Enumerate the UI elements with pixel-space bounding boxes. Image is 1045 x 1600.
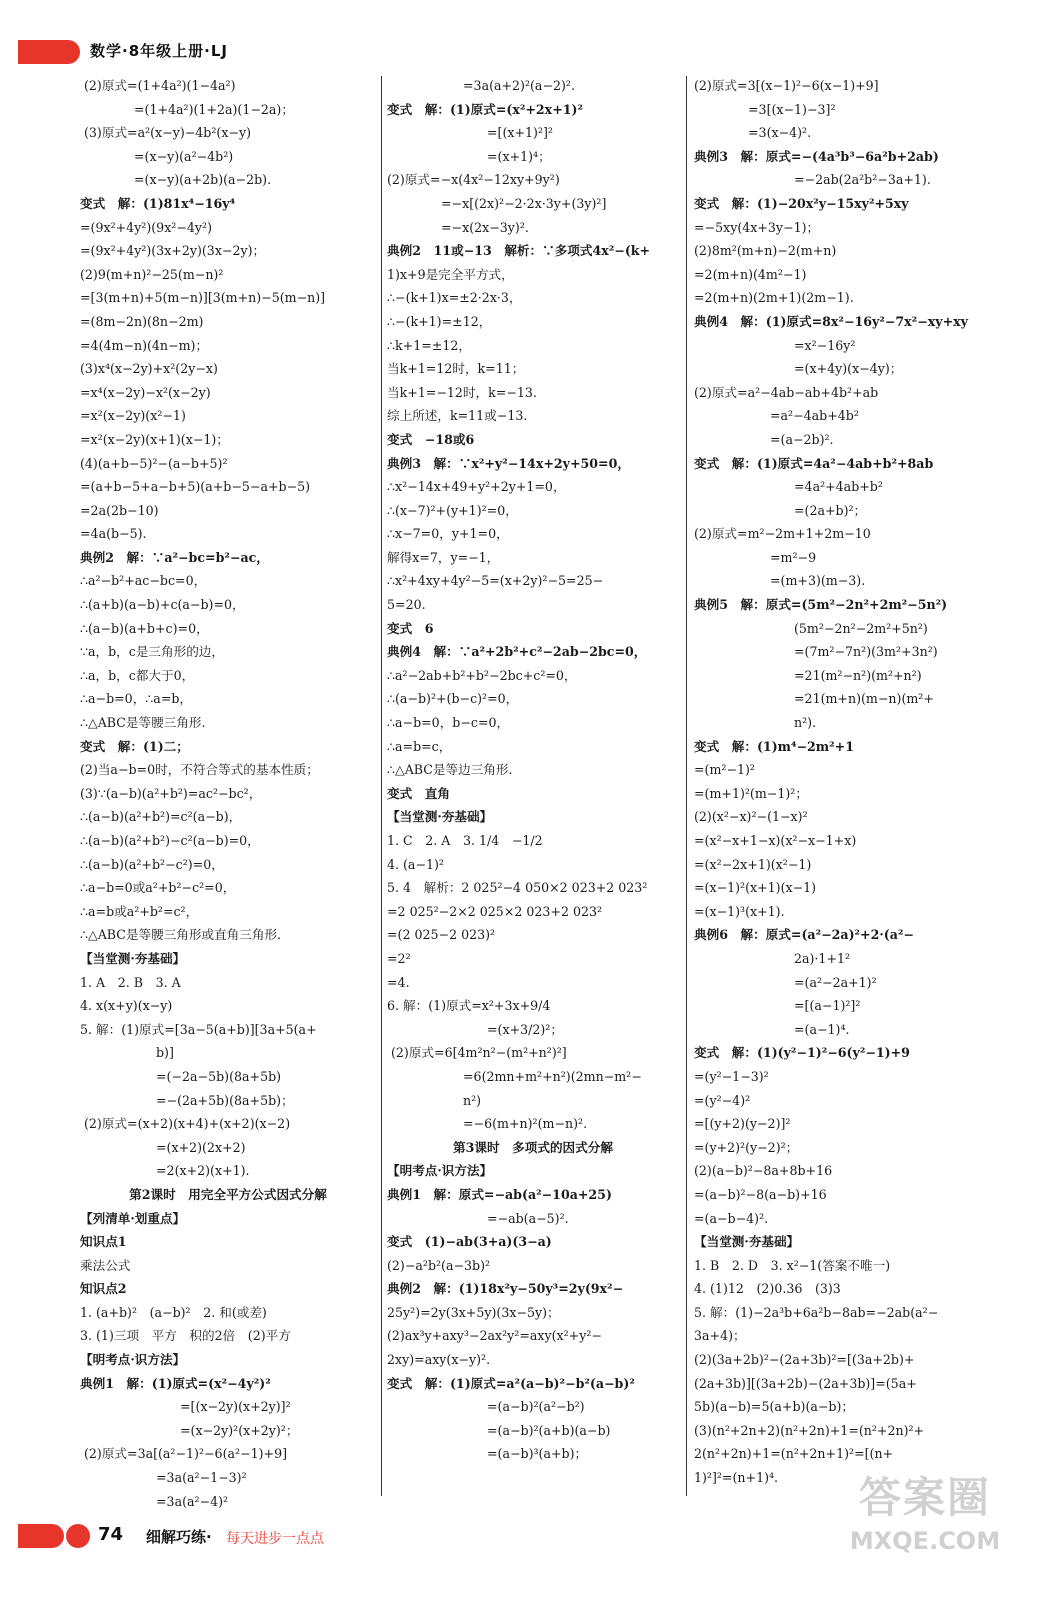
answer-line: ∵a，b，c是三角形的边， <box>80 644 224 660</box>
answer-line: ∴x²+4xy+4y²−5=(x+2y)²−5=25− <box>387 573 604 589</box>
answer-line: ∴a²−2ab+b²+b²−2bc+c²=0， <box>387 667 577 683</box>
answer-line: 典例2 解：(1)18x²y−50y³=2y(9x²− <box>387 1281 624 1297</box>
answer-line: =(m+3)(m−3). <box>770 573 866 589</box>
answer-line: 典例3 解：∵x²+y²−14x+2y+50=0， <box>387 455 630 471</box>
answer-line: =(a−b)³(a+b)； <box>487 1446 588 1462</box>
answer-line: =(a−b)²(a²−b²) <box>487 1399 585 1415</box>
answer-line: 变式 6 <box>387 620 434 636</box>
answer-line: 知识点1 <box>80 1234 127 1250</box>
answer-line: 乘法公式 <box>80 1257 131 1273</box>
answer-line: =(m²−1)² <box>694 762 755 778</box>
answer-line: ∴−(k+1)=±12， <box>387 313 492 329</box>
column-right <box>694 74 1006 1524</box>
answer-line: =[(y+2)(y−2)]² <box>694 1116 791 1132</box>
answer-line: 综上所述，k=11或−13. <box>387 408 528 424</box>
answer-line: =(7m²−7n²)(3m²+3n²) <box>794 644 938 660</box>
answer-line: =(x+3/2)²； <box>487 1021 563 1037</box>
answer-line: 1. C 2. A 3. 1/4 −1/2 <box>387 833 543 848</box>
answer-line: =[(a−1)²]² <box>794 998 861 1014</box>
answer-line: (4)(a+b−5)²−(a−b+5)² <box>80 455 228 471</box>
answer-line: =(2 025−2 023)² <box>387 927 496 943</box>
answer-line: =4a²+4ab+b² <box>794 479 883 495</box>
answer-line: 变式 (1)−ab(3+a)(3−a) <box>387 1234 552 1250</box>
answer-line: ∴(a−b)(a²+b²)−c²(a−b)=0， <box>80 833 260 848</box>
answer-line: (2)ax³y+axy³−2ax²y²=axy(x²+y²− <box>387 1328 602 1344</box>
answer-line: 3a+4)； <box>694 1328 746 1344</box>
answer-line: ∴a，b，c都大于0， <box>80 667 195 683</box>
answer-line: 2a)·1+1² <box>794 950 851 966</box>
answer-line: 变式 解：(1)原式=a²(a−b)²−b²(a−b)² <box>387 1375 635 1391</box>
answer-line: (2a+3b)][(3a+2b)−(2a+3b)]=(5a+ <box>694 1375 917 1391</box>
page-number: 74 <box>98 1524 124 1545</box>
answer-line: =2(m+n)(4m²−1) <box>694 266 807 282</box>
answer-line: =4(4m−n)(4n−m)； <box>80 337 209 353</box>
answer-line: 当k+1=−12时，k=−13. <box>387 384 537 400</box>
answer-line: =x²(x−2y)(x²−1) <box>80 408 186 424</box>
answer-line: 典例6 解：原式=(a²−2a)²+2·(a²− <box>694 927 914 943</box>
answer-line: =(a−1)⁴. <box>794 1021 850 1037</box>
answer-line: 4. x(x+y)(x−y) <box>80 998 173 1014</box>
answer-line: 4. (1)12 (2)0.36 (3)3 <box>694 1281 841 1297</box>
answer-line: =(y²−4)² <box>694 1092 751 1108</box>
answer-line: ∴(a+b)(a−b)+c(a−b)=0， <box>80 597 245 613</box>
answer-line: 变式 解：(1)原式=4a²−4ab+b²+8ab <box>694 455 934 471</box>
answer-line: 1. (a+b)² (a−b)² 2. 和(或差) <box>80 1304 267 1320</box>
answer-line: (2)原式=(x+2)(x+4)+(x+2)(x−2) <box>84 1116 291 1132</box>
watermark-logo <box>835 1470 1015 1570</box>
answer-line: (5m²−2n²−2m²+5n²) <box>794 620 928 636</box>
answer-line: =x²−16y² <box>794 337 856 353</box>
answer-line: 【明考点·识方法】 <box>80 1352 186 1368</box>
page-header <box>0 0 1045 70</box>
answer-line: 2xy)=axy(x−y)². <box>387 1352 491 1368</box>
answer-line: n²). <box>794 715 817 731</box>
answer-line: =x⁴(x−2y)−x²(x−2y) <box>80 384 211 400</box>
answer-line: 6. 解：(1)原式=x²+3x+9/4 <box>387 998 551 1014</box>
answer-line: 变式 解：(1)m⁴−2m²+1 <box>694 738 854 754</box>
answer-line: (2)原式=3[(x−1)²−6(x−1)+9] <box>694 78 879 93</box>
answer-line: 5. 解：(1)原式=[3a−5(a+b)][3a+5(a+ <box>80 1021 317 1037</box>
answer-line: =a²−4ab+4b² <box>770 408 859 424</box>
answer-line: 变式 解：(1)原式=(x²+2x+1)² <box>387 101 583 117</box>
answer-line: (3)(n²+2n+2)(n²+2n)+1=(n²+2n)²+ <box>694 1422 925 1438</box>
header-title: 数学·8年级上册·LJ <box>90 42 228 60</box>
answer-line: ∴a=b或a²+b²=c²， <box>80 903 199 919</box>
answer-line: 【明考点·识方法】 <box>387 1163 493 1179</box>
answer-line: =3[(x−1)−3]² <box>748 101 836 117</box>
answer-line: b)] <box>156 1045 174 1061</box>
answer-line: =(a−b)²−8(a−b)+16 <box>694 1186 827 1202</box>
answer-line: 5b)(a−b)=5(a+b)(a−b)； <box>694 1399 854 1415</box>
answer-line: =(x²−2x+1)(x²−1) <box>694 856 812 872</box>
answer-line: =−(2a+5b)(8a+5b)； <box>156 1092 294 1108</box>
watermark-url: MXQE.COM <box>849 1527 1001 1555</box>
answer-line: 典例1 解：原式=−ab(a²−10a+25) <box>387 1186 612 1202</box>
answer-line: 变式 直角 <box>387 785 450 801</box>
answer-line: =−5xy(4x+3y−1)； <box>694 219 820 235</box>
column-middle <box>387 74 679 1524</box>
answer-line: =4. <box>387 974 410 990</box>
answer-line: =(x+4y)(x−4y)； <box>794 361 903 377</box>
answer-line: =(x²−x+1−x)(x²−x−1+x) <box>694 833 857 848</box>
column-left <box>80 74 376 1524</box>
answer-line: =(x−1)²(x+1)(x−1) <box>694 880 817 896</box>
answer-line: =(x+1)⁴； <box>487 148 551 164</box>
answer-line: =(a−b)²(a+b)(a−b) <box>487 1422 611 1438</box>
answer-line: ∴x−7=0，y+1=0， <box>387 526 509 542</box>
answer-line: 1)²]²=(n+1)⁴. <box>694 1470 779 1486</box>
answer-line: ∴a²−b²+ac−bc=0， <box>80 573 207 589</box>
answer-line: =(x−y)(a²−4b²) <box>134 148 234 164</box>
answer-line: =[(x+1)²]² <box>487 125 553 141</box>
answer-line: (3)∵(a−b)(a²+b²)=ac²−bc²， <box>80 785 262 801</box>
answer-line: ∴k+1=±12， <box>387 337 471 353</box>
answer-line: =(x−1)³(x+1). <box>694 903 785 919</box>
answer-line: ∴−(k+1)x=±2·2x·3， <box>387 290 522 306</box>
answer-line: =2 025²−2×2 025×2 023+2 023² <box>387 903 603 919</box>
answer-line: 解得x=7，y=−1， <box>387 549 500 565</box>
footer-accent-dot <box>66 1524 90 1548</box>
answer-line: ∴(a−b)²+(b−c)²=0， <box>387 691 519 707</box>
answer-line: 典例2 解：∵a²−bc=b²−ac， <box>80 549 269 565</box>
answer-line: =2a(2b−10) <box>80 502 159 518</box>
answer-line: =2² <box>387 950 411 966</box>
answer-line: =6(2mn+m²+n²)(2mn−m²− <box>463 1068 642 1084</box>
answer-line: 知识点2 <box>80 1281 127 1297</box>
answer-line: (2)(x²−x)²−(1−x)² <box>694 809 808 825</box>
answer-line: 1. A 2. B 3. A <box>80 974 181 990</box>
answer-line: =(a−b−4)². <box>694 1210 769 1226</box>
answer-line: 【当堂测·夯基础】 <box>694 1234 800 1250</box>
answer-line: (2)9(m+n)²−25(m−n)² <box>80 266 224 282</box>
answer-line: =−2ab(2a²b²−3a+1). <box>794 172 931 188</box>
answer-line: =(x−2y)²(x+2y)²； <box>180 1422 299 1438</box>
answer-line: 【当堂测·夯基础】 <box>387 809 493 825</box>
answer-line: 典例1 解：(1)原式=(x²−4y²)² <box>80 1375 271 1391</box>
answer-line: ∴(a−b)(a+b+c)=0， <box>80 620 209 636</box>
answer-line: ∴a=b=c， <box>387 738 452 754</box>
answer-line: 变式 解：(1)−20x²y−15xy²+5xy <box>694 195 909 211</box>
answer-line: 1. B 2. D 3. x²−1(答案不唯一) <box>694 1257 891 1273</box>
answer-line: ∴a−b=0，∴a=b， <box>80 691 193 707</box>
answer-line: =(2a+b)²； <box>794 502 867 518</box>
answer-line: ∴(x−7)²+(y+1)²=0， <box>387 502 518 518</box>
answer-line: (2)原式=a²−4ab−ab+4b²+ab <box>694 384 879 400</box>
answer-line: =(y+2)²(y−2)²； <box>694 1139 799 1155</box>
answer-line: (3)x⁴(x−2y)+x²(2y−x) <box>80 361 218 377</box>
answer-line: 典例5 解：原式=(5m²−2n²+2m²−5n²) <box>694 597 948 613</box>
answer-line: ∴△ABC是等腰三角形. <box>80 715 206 731</box>
answer-line: 5=20. <box>387 597 426 613</box>
answer-line: =(9x²+4y²)(9x²−4y²) <box>80 219 212 235</box>
answer-line: 典例3 解：原式=−(4a³b³−6a²b+2ab) <box>694 148 939 164</box>
answer-line: ∴a−b=0，b−c=0， <box>387 715 510 731</box>
answer-line: 5. 解：(1)−2a³b+6a²b−8ab=−2ab(a²− <box>694 1304 939 1320</box>
answer-line: 变式 解：(1)(y²−1)²−6(y²−1)+9 <box>694 1045 910 1061</box>
answer-line: =(1+4a²)(1+2a)(1−2a)； <box>134 101 294 117</box>
answer-line: ∴(a−b)(a²+b²)=c²(a−b)， <box>80 809 242 825</box>
answer-line: 变式 解：(1)81x⁴−16y⁴ <box>80 195 236 211</box>
answer-line: =21(m+n)(m−n)(m²+ <box>794 691 934 707</box>
answer-line: 【列清单·划重点】 <box>80 1210 186 1226</box>
answer-line: 变式 −18或6 <box>387 431 475 447</box>
answer-line: =3a(a²−1−3)² <box>156 1470 247 1486</box>
answer-line: =−6(m+n)²(m−n)². <box>463 1116 588 1132</box>
answer-line: 典例4 解：∵a²+2b²+c²−2ab−2bc=0， <box>387 644 647 660</box>
answer-line: (3)原式=a²(x−y)−4b²(x−y) <box>84 125 252 141</box>
answer-line: =(a²−2a+1)² <box>794 974 877 990</box>
answer-line: =(m+1)²(m−1)²； <box>694 785 808 801</box>
answer-line: =−x(2x−3y)². <box>441 219 529 235</box>
column-divider <box>381 76 382 1496</box>
answer-line: =(9x²+4y²)(3x+2y)(3x−2y)； <box>80 243 266 259</box>
answer-line: 变式 解：(1)二； <box>80 738 189 754</box>
answer-line: (2)原式=m²−2m+1+2m−10 <box>694 526 871 542</box>
answer-line: 5. 4 解析：2 025²−4 050×2 023+2 023² <box>387 880 648 896</box>
answer-line: (2)原式=6[4m²n²−(m²+n²)²] <box>391 1045 567 1061</box>
answer-line: =−x[(2x)²−2·2x·3y+(3y)²] <box>441 195 607 211</box>
answer-line: 第3课时 多项式的因式分解 <box>453 1139 613 1155</box>
answer-line: =2(m+n)(2m+1)(2m−1). <box>694 290 854 306</box>
answer-line: =4a(b−5). <box>80 526 147 542</box>
answer-line: =2(x+2)(x+1). <box>156 1163 250 1179</box>
answer-line: =(a+b−5+a−b+5)(a+b−5−a+b−5) <box>80 479 311 495</box>
answer-line: ∴(a−b)(a²+b²−c²)=0， <box>80 856 224 872</box>
column-divider <box>686 76 687 1496</box>
answer-line: 3. (1)三项 平方 积的2倍 (2)平方 <box>80 1328 291 1344</box>
footer-accent-bar <box>18 1524 64 1548</box>
footer-brand: 细解巧练· <box>146 1528 212 1546</box>
answer-line: 4. (a−1)² <box>387 856 444 872</box>
answer-line: (2)原式=−x(4x²−12xy+9y²) <box>387 172 560 188</box>
answer-line: n²) <box>463 1092 482 1108</box>
answer-line: =3a(a²−4)² <box>156 1493 229 1509</box>
answer-line: 第2课时 用完全平方公式因式分解 <box>129 1186 327 1202</box>
answer-line: (2)(3a+2b)²−(2a+3b)²=[(3a+2b)+ <box>694 1352 915 1368</box>
watermark-title: 答案圈 <box>858 1473 991 1522</box>
answer-line: =(x+2)(2x+2) <box>156 1139 246 1155</box>
answer-line: =(y²−1−3)² <box>694 1068 769 1084</box>
header-accent-bar <box>18 40 80 64</box>
answer-line: ∴a−b=0或a²+b²−c²=0， <box>80 880 236 896</box>
answer-line: =(8m−2n)(8n−2m) <box>80 313 204 329</box>
answer-line: =(−2a−5b)(8a+5b) <box>156 1068 282 1084</box>
answer-line: (2)原式=(1+4a²)(1−4a²) <box>84 78 236 93</box>
answer-line: 典例2 11或−13 解析：∵多项式4x²−(k+ <box>387 243 651 259</box>
answer-line: 1)x+9是完全平方式， <box>387 266 514 282</box>
answer-line: 典例4 解：(1)原式=8x²−16y²−7x²−xy+xy <box>694 313 968 329</box>
answer-line: ∴x²−14x+49+y²+2y+1=0， <box>387 479 566 495</box>
answer-line: =x²(x−2y)(x+1)(x−1)； <box>80 431 229 447</box>
answer-line: (2)(a−b)²−8a+8b+16 <box>694 1163 833 1179</box>
answer-line: 25y²)=2y(3x+5y)(3x−5y)； <box>387 1304 560 1320</box>
answer-line: =[3(m+n)+5(m−n)][3(m+n)−5(m−n)] <box>80 290 326 306</box>
answer-line: (2)原式=3a[(a²−1)²−6(a²−1)+9] <box>84 1446 288 1462</box>
answer-line: (2)当a−b=0时，不符合等式的基本性质； <box>80 762 319 778</box>
answer-line: 当k+1=12时，k=11； <box>387 361 525 377</box>
answer-line: 2(n²+2n)+1=(n²+2n+1)²=[(n+ <box>694 1446 894 1462</box>
answer-line: 【当堂测·夯基础】 <box>80 950 186 966</box>
answer-line: =21(m²−n²)(m²+n²) <box>794 667 922 683</box>
answer-line: =(a−2b)². <box>770 431 834 447</box>
answer-line: ∴△ABC是等边三角形. <box>387 762 513 778</box>
answer-line: (2)−a²b²(a−3b)² <box>387 1257 491 1273</box>
answer-line: =−ab(a−5)². <box>487 1210 569 1226</box>
answer-line: =(x−y)(a+2b)(a−2b). <box>134 172 272 188</box>
answer-line: ∴△ABC是等腰三角形或直角三角形. <box>80 927 282 943</box>
answer-line: =3(x−4)². <box>748 125 812 141</box>
answer-line: =m²−9 <box>770 549 817 565</box>
answer-line: =[(x−2y)(x+2y)]² <box>180 1399 291 1415</box>
answer-line: =3a(a+2)²(a−2)². <box>463 78 575 93</box>
answer-line: (2)8m²(m+n)−2(m+n) <box>694 243 837 259</box>
footer-slogan: 每天进步一点点 <box>226 1531 324 1547</box>
